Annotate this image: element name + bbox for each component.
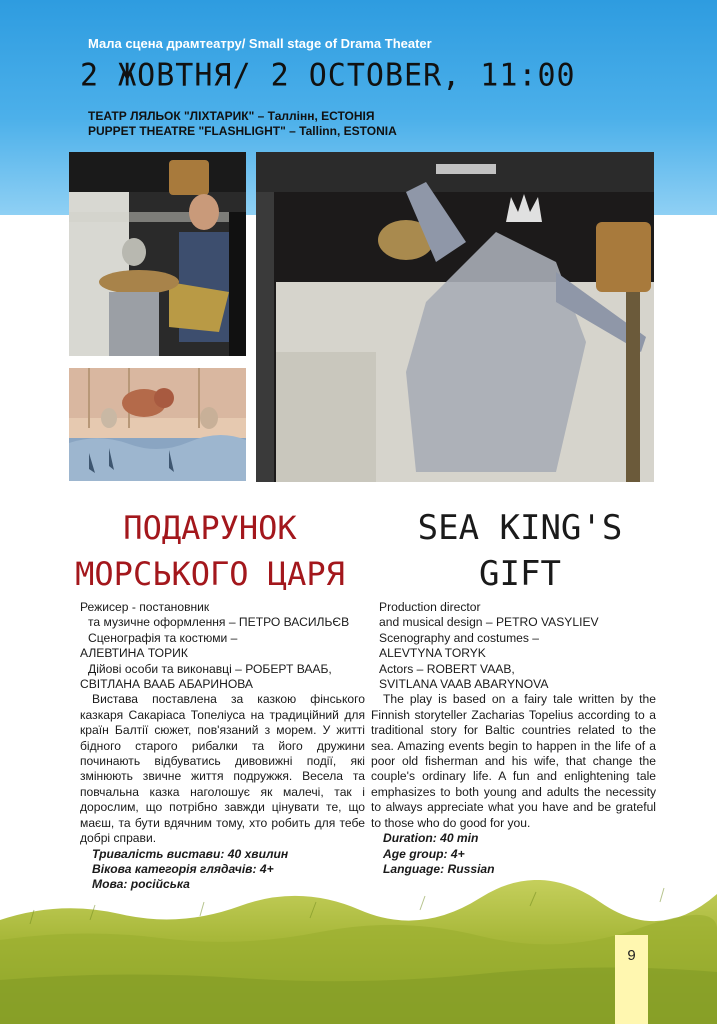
title-ua-line1: ПОДАРУНОК <box>123 509 297 547</box>
ua-designer: АЛЕВТИНА ТОРИК <box>80 646 188 661</box>
ua-description: Вистава поставлена за казкою фінського казкаря Сакаріаса Топеліуса на традиційний для країн Балтії сюжет, пов'язаний з морем. У житті бідного старого рибалки та його дружини починають відбуватись дивовижні події, які змінюють звичне життя подружжя. Весела та повчальна казка наголошує як малечі, так і дорослим, що потрібно завжди цінувати те, що маєш, та бути вдячним тому, хто робить для тебе добрі справи. <box>80 692 365 846</box>
grass-footer <box>0 880 717 1024</box>
page-number: 9 <box>615 935 648 1024</box>
column-en <box>371 600 656 877</box>
title-en-line1: SEA KING'S <box>417 508 623 548</box>
ua-duration: Тривалість вистави: 40 хвилин <box>92 846 289 861</box>
title-en <box>370 505 670 597</box>
photo-puppets-sea <box>69 368 246 481</box>
en-age: Age group: 4+ <box>383 846 465 861</box>
en-description: The play is based on a fairy tale written by the Finnish storyteller Zacharias Topelius according to a traditional story for Baltic countries related to the sea. Amazing events begin to happen in the life of a poor old fisherman and his wife, that change the couple's ordinary life. A fun and enlightening tale emphasizes to both young and adults the necessity to always appreciate what you have and be grateful to those who do good for you. <box>371 692 656 830</box>
title-ua-line2: МОРСЬКОГО ЦАРЯ <box>75 555 345 593</box>
en-cast2: SVITLANA VAAB ABARYNOVA <box>379 677 549 692</box>
photo-sea-king <box>256 152 654 482</box>
ua-director: та музичне оформлення – ПЕТРО ВАСИЛЬЄВ <box>88 615 350 630</box>
en-duration: Duration: 40 min <box>383 831 479 846</box>
photo-puppeteer-boat <box>69 152 246 356</box>
title-en-line2: GIFT <box>479 554 561 594</box>
column-ua <box>80 600 365 893</box>
event-date: 2 ЖОВТНЯ/ 2 OCTOBER, 11:00 <box>80 57 576 94</box>
ua-cast-label: Дійові особи та виконавці – РОБЕРТ ВААБ, <box>88 661 332 676</box>
en-design-label: Scenography and costumes – <box>379 630 540 645</box>
en-language: Language: Russian <box>383 861 495 876</box>
title-ua <box>60 505 360 597</box>
venue-line: Мала сцена драмтеатру/ Small stage of Drama Theater <box>88 36 432 51</box>
ua-design-label: Сценографія та костюми – <box>88 630 238 645</box>
en-director: and musical design – PETRO VASYLIEV <box>379 615 599 630</box>
theatre-name-en: PUPPET THEATRE "FLASHLIGHT" – Tallinn, ESTONIA <box>88 124 397 138</box>
ua-cast2: СВІТЛАНА ВААБ АБАРИНОВА <box>80 677 253 692</box>
ua-director-label: Режисер - постановник <box>80 600 210 614</box>
en-director-label: Production director <box>379 600 481 614</box>
theatre-name-ua: ТЕАТР ЛЯЛЬОК "ЛІХТАРИК" – Таллінн, ЕСТОНІЯ <box>88 109 375 123</box>
en-cast-label: Actors – ROBERT VAAB, <box>379 661 515 676</box>
ua-age: Вікова категорія глядачів: 4+ <box>92 861 274 876</box>
theatre-info <box>88 109 397 139</box>
ua-language: Мова: російська <box>92 877 190 892</box>
en-designer: ALEVTYNA TORYK <box>379 646 486 661</box>
